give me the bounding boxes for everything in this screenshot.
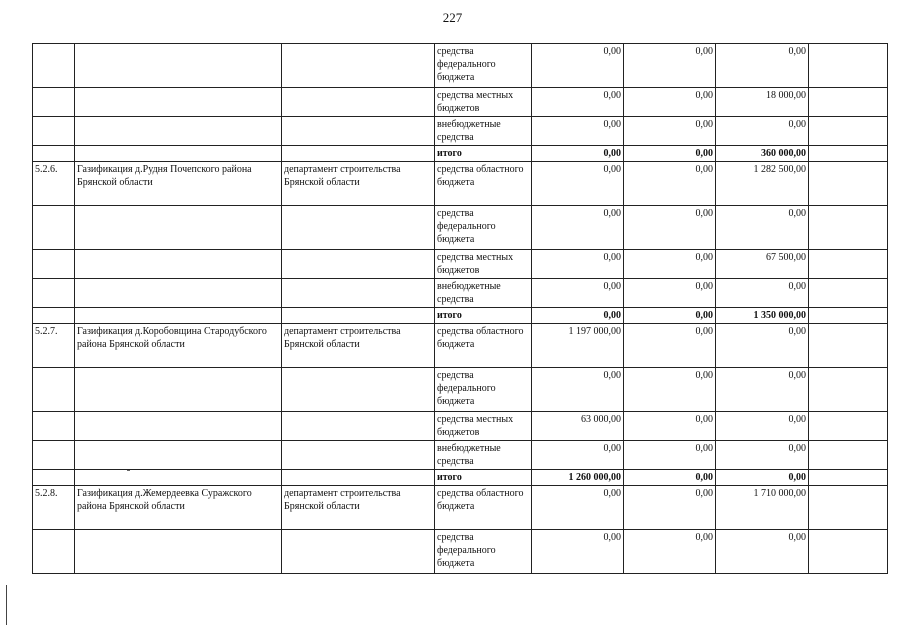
item-name xyxy=(75,530,282,574)
funding-source: средства местных бюджетов xyxy=(435,412,532,441)
item-name xyxy=(75,206,282,250)
empty-cell xyxy=(809,441,888,470)
empty-cell xyxy=(809,486,888,530)
amount-year-3: 0,00 xyxy=(716,412,809,441)
empty-cell xyxy=(809,324,888,368)
item-executor xyxy=(282,279,435,308)
item-code xyxy=(33,530,75,574)
funding-source: средства областного бюджета xyxy=(435,162,532,206)
amount-year-1: 0,00 xyxy=(532,88,624,117)
funding-source: средства федерального бюджета xyxy=(435,530,532,574)
funding-source: средства областного бюджета xyxy=(435,486,532,530)
amount-year-3: 360 000,00 xyxy=(716,146,809,162)
empty-cell xyxy=(809,530,888,574)
table-row xyxy=(33,530,888,574)
item-name xyxy=(75,412,282,441)
amount-year-1: 0,00 xyxy=(532,486,624,530)
amount-year-3: 0,00 xyxy=(716,279,809,308)
item-executor xyxy=(282,250,435,279)
amount-year-2: 0,00 xyxy=(624,412,716,441)
funding-source: итого xyxy=(435,146,532,162)
amount-year-3: 0,00 xyxy=(716,470,809,486)
amount-year-2: 0,00 xyxy=(624,530,716,574)
item-executor: департамент строительства Брянской области xyxy=(282,324,435,368)
amount-year-2: 0,00 xyxy=(624,88,716,117)
amount-year-3: 0,00 xyxy=(716,44,809,88)
amount-year-3: 67 500,00 xyxy=(716,250,809,279)
table-row xyxy=(33,44,888,88)
item-code xyxy=(33,308,75,324)
item-code: 5.2.8. xyxy=(33,486,75,530)
item-name xyxy=(75,308,282,324)
funding-source: средства федерального бюджета xyxy=(435,206,532,250)
item-name xyxy=(75,250,282,279)
item-name: Газификация д.Жемердеевка Суражского района Брянской области xyxy=(75,486,282,530)
table-row xyxy=(33,486,888,530)
item-code xyxy=(33,250,75,279)
empty-cell xyxy=(809,412,888,441)
table-row xyxy=(33,206,888,250)
table-row xyxy=(33,470,888,486)
item-code xyxy=(33,88,75,117)
item-code: 5.2.6. xyxy=(33,162,75,206)
item-code xyxy=(33,146,75,162)
table-row xyxy=(33,250,888,279)
funding-source: внебюджетные средства xyxy=(435,117,532,146)
amount-year-2: 0,00 xyxy=(624,206,716,250)
amount-year-3: 0,00 xyxy=(716,206,809,250)
amount-year-3: 18 000,00 xyxy=(716,88,809,117)
amount-year-1: 0,00 xyxy=(532,44,624,88)
amount-year-3: 0,00 xyxy=(716,530,809,574)
item-executor xyxy=(282,470,435,486)
funding-source: итого xyxy=(435,308,532,324)
table-row xyxy=(33,146,888,162)
item-executor xyxy=(282,441,435,470)
empty-cell xyxy=(809,250,888,279)
funding-source: средства местных бюджетов xyxy=(435,250,532,279)
table-body xyxy=(33,44,888,574)
item-name: Газификация д.Рудня Почепского района Брянской области xyxy=(75,162,282,206)
item-code xyxy=(33,117,75,146)
item-executor: департамент строительства Брянской области xyxy=(282,162,435,206)
item-executor xyxy=(282,308,435,324)
amount-year-2: 0,00 xyxy=(624,250,716,279)
budget-table xyxy=(32,43,888,574)
item-name xyxy=(75,88,282,117)
scan-artifact xyxy=(127,470,130,471)
amount-year-2: 0,00 xyxy=(624,324,716,368)
item-code xyxy=(33,206,75,250)
table-row xyxy=(33,88,888,117)
amount-year-3: 1 350 000,00 xyxy=(716,308,809,324)
table-row xyxy=(33,324,888,368)
amount-year-3: 1 710 000,00 xyxy=(716,486,809,530)
empty-cell xyxy=(809,88,888,117)
amount-year-2: 0,00 xyxy=(624,279,716,308)
empty-cell xyxy=(809,470,888,486)
item-name xyxy=(75,470,282,486)
page-number: 227 xyxy=(442,10,463,25)
item-code xyxy=(33,441,75,470)
funding-source: средства областного бюджета xyxy=(435,324,532,368)
table-row xyxy=(33,162,888,206)
item-executor xyxy=(282,146,435,162)
empty-cell xyxy=(809,146,888,162)
item-executor xyxy=(282,368,435,412)
funding-source: средства федерального бюджета xyxy=(435,368,532,412)
table-row xyxy=(33,441,888,470)
funding-source: итого xyxy=(435,470,532,486)
amount-year-1: 0,00 xyxy=(532,530,624,574)
item-executor: департамент строительства Брянской области xyxy=(282,486,435,530)
empty-cell xyxy=(809,279,888,308)
empty-cell xyxy=(809,368,888,412)
amount-year-1: 0,00 xyxy=(532,146,624,162)
item-executor xyxy=(282,206,435,250)
item-name xyxy=(75,368,282,412)
item-code xyxy=(33,44,75,88)
item-name xyxy=(75,44,282,88)
amount-year-2: 0,00 xyxy=(624,368,716,412)
funding-source: внебюджетные средства xyxy=(435,279,532,308)
amount-year-1: 0,00 xyxy=(532,441,624,470)
amount-year-2: 0,00 xyxy=(624,441,716,470)
amount-year-2: 0,00 xyxy=(624,44,716,88)
item-name xyxy=(75,279,282,308)
funding-source: внебюджетные средства xyxy=(435,441,532,470)
empty-cell xyxy=(809,206,888,250)
funding-source: средства федерального бюджета xyxy=(435,44,532,88)
table-row xyxy=(33,279,888,308)
table-row xyxy=(33,117,888,146)
empty-cell xyxy=(809,308,888,324)
amount-year-1: 0,00 xyxy=(532,250,624,279)
amount-year-1: 1 197 000,00 xyxy=(532,324,624,368)
amount-year-1: 0,00 xyxy=(532,368,624,412)
amount-year-2: 0,00 xyxy=(624,162,716,206)
table-row xyxy=(33,412,888,441)
amount-year-1: 0,00 xyxy=(532,279,624,308)
empty-cell xyxy=(809,117,888,146)
scan-artifact xyxy=(6,585,7,625)
amount-year-1: 0,00 xyxy=(532,206,624,250)
amount-year-3: 0,00 xyxy=(716,324,809,368)
amount-year-1: 0,00 xyxy=(532,308,624,324)
empty-cell xyxy=(809,162,888,206)
item-name xyxy=(75,117,282,146)
item-executor xyxy=(282,88,435,117)
amount-year-1: 63 000,00 xyxy=(532,412,624,441)
item-code xyxy=(33,368,75,412)
amount-year-1: 0,00 xyxy=(532,117,624,146)
funding-source: средства местных бюджетов xyxy=(435,88,532,117)
amount-year-1: 1 260 000,00 xyxy=(532,470,624,486)
table-row xyxy=(33,368,888,412)
item-executor xyxy=(282,530,435,574)
amount-year-3: 0,00 xyxy=(716,441,809,470)
amount-year-3: 0,00 xyxy=(716,117,809,146)
amount-year-2: 0,00 xyxy=(624,117,716,146)
item-name xyxy=(75,146,282,162)
amount-year-2: 0,00 xyxy=(624,470,716,486)
table-row xyxy=(33,308,888,324)
item-code: 5.2.7. xyxy=(33,324,75,368)
item-name: Газификация д.Коробовщина Стародубского района Брянской области xyxy=(75,324,282,368)
amount-year-3: 1 282 500,00 xyxy=(716,162,809,206)
item-code xyxy=(33,279,75,308)
item-name xyxy=(75,441,282,470)
item-executor xyxy=(282,117,435,146)
item-code xyxy=(33,412,75,441)
item-executor xyxy=(282,44,435,88)
amount-year-2: 0,00 xyxy=(624,146,716,162)
empty-cell xyxy=(809,44,888,88)
item-executor xyxy=(282,412,435,441)
amount-year-2: 0,00 xyxy=(624,486,716,530)
amount-year-3: 0,00 xyxy=(716,368,809,412)
amount-year-2: 0,00 xyxy=(624,308,716,324)
amount-year-1: 0,00 xyxy=(532,162,624,206)
item-code xyxy=(33,470,75,486)
